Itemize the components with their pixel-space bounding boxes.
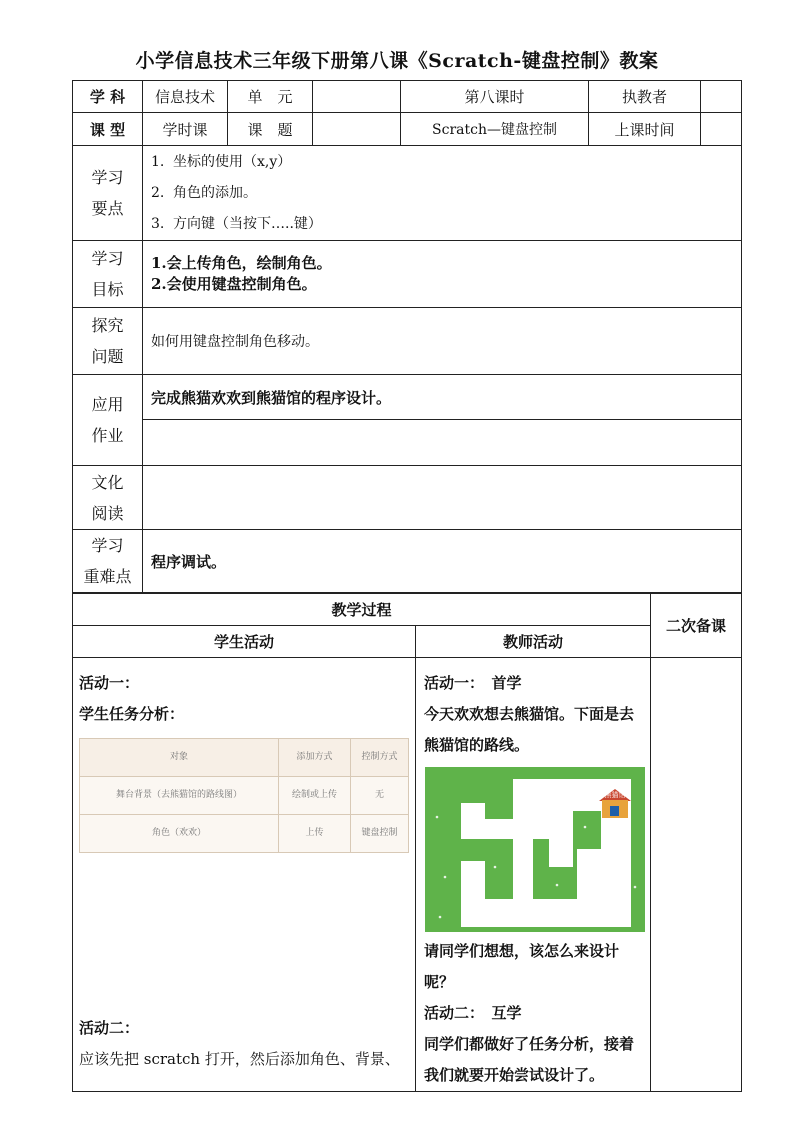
process-title: 教学过程 xyxy=(73,594,651,626)
goals-row xyxy=(73,241,742,308)
key-points-list xyxy=(143,146,742,241)
unit-label: 单 元 xyxy=(228,81,313,113)
list-item: 2.会使用键盘控制角色。 xyxy=(151,275,317,293)
table-cell: 无 xyxy=(351,777,409,815)
table-cell: 舞台背景（去熊猫馆的路线图） xyxy=(80,777,279,815)
table-cell: 添加方式 xyxy=(278,739,350,777)
type-label: 课 型 xyxy=(73,113,143,146)
unit-value: 第八课时 xyxy=(401,81,589,113)
table-cell: 对象 xyxy=(80,739,279,777)
topic-label: 课 题 xyxy=(228,113,313,146)
spacer xyxy=(79,853,409,1013)
process-content-row xyxy=(73,658,742,1092)
key-points-row xyxy=(73,146,742,241)
homework-empty xyxy=(143,420,742,466)
homework-label: 应用 作业 xyxy=(73,375,143,466)
difficulty-label: 学习 重难点 xyxy=(73,530,143,593)
difficulty-text: 程序调试。 xyxy=(143,530,742,593)
reading-label: 文化 阅读 xyxy=(73,466,143,530)
task-analysis-label: 学生任务分析： xyxy=(79,705,185,723)
homework-row xyxy=(73,375,742,420)
teacher-value xyxy=(701,81,742,113)
explore-label: 探究 问题 xyxy=(73,308,143,375)
goals-list xyxy=(143,241,742,308)
time-label: 上课时间 xyxy=(589,113,701,146)
table-row xyxy=(80,739,409,777)
table-cell: 上传 xyxy=(278,815,350,853)
topic-value-empty xyxy=(313,113,401,146)
list-item: 1.会上传角色，绘制角色。 xyxy=(151,254,332,272)
header-row-2 xyxy=(73,113,742,146)
goals-label: 学习 目标 xyxy=(73,241,143,308)
table-cell: 控制方式 xyxy=(351,739,409,777)
teaching-process-table xyxy=(72,593,742,1092)
homework-row-2 xyxy=(73,420,742,466)
reading-row xyxy=(73,466,742,530)
header-row-1 xyxy=(73,81,742,113)
teacher-question-text: 请同学们想想，该怎么来设计呢？ xyxy=(424,942,620,991)
difficulty-row xyxy=(73,530,742,593)
homework-text: 完成熊猫欢欢到熊猫馆的程序设计。 xyxy=(143,375,742,420)
list-item: 3. 方向键（当按下…..键） xyxy=(151,215,322,232)
second-prep-cell xyxy=(651,658,742,1092)
explore-text: 如何用键盘控制角色移动。 xyxy=(143,308,742,375)
table-cell: 键盘控制 xyxy=(351,815,409,853)
table-cell: 绘制或上传 xyxy=(278,777,350,815)
unit-value-empty xyxy=(313,81,401,113)
student-activity1-label: 活动一： xyxy=(79,674,140,692)
process-header-row xyxy=(73,626,742,658)
type-value: 学时课 xyxy=(143,113,228,146)
list-item: 1. 坐标的使用（x,y） xyxy=(151,153,292,170)
house-sign-label: 熊猫馆 xyxy=(604,791,626,799)
subject-value: 信息技术 xyxy=(143,81,228,113)
teacher-intro-text: 今天欢欢想去熊猫馆。下面是去熊猫馆的路线。 xyxy=(424,705,635,754)
document-title: 小学信息技术三年级下册第八课《Scratch-键盘控制》教案 xyxy=(135,50,659,72)
teacher-activity2-text: 同学们都做好了任务分析，接着我们就要开始尝试设计了。 xyxy=(424,1035,635,1084)
teacher-activity1-label: 活动一： 首学 xyxy=(424,674,522,692)
second-prep-label: 二次备课 xyxy=(651,594,742,658)
table-row xyxy=(80,777,409,815)
table-cell: 角色（欢欢） xyxy=(80,815,279,853)
reading-text xyxy=(143,466,742,530)
subject-label: 学 科 xyxy=(73,81,143,113)
time-value xyxy=(701,113,742,146)
student-activities xyxy=(73,658,416,1092)
maze-route-image xyxy=(425,767,645,932)
student-activity-header: 学生活动 xyxy=(73,626,416,658)
lesson-info-table xyxy=(72,80,742,593)
teacher-activity2-label: 活动二： 互学 xyxy=(424,1004,522,1022)
key-points-label: 学习 要点 xyxy=(73,146,143,241)
teacher-activity-header: 教师活动 xyxy=(416,626,651,658)
table-row xyxy=(80,815,409,853)
explore-row xyxy=(73,308,742,375)
student-activity2-text: 应该先把 scratch 打开，然后添加角色、背景、 xyxy=(79,1050,400,1068)
process-title-row xyxy=(73,594,742,626)
task-analysis-table xyxy=(79,738,409,853)
student-activity2-label: 活动二： xyxy=(79,1019,140,1037)
teacher-label: 执教者 xyxy=(589,81,701,113)
topic-value: Scratch—键盘控制 xyxy=(401,113,589,146)
list-item: 2. 角色的添加。 xyxy=(151,184,257,201)
teacher-activities xyxy=(416,658,651,1092)
